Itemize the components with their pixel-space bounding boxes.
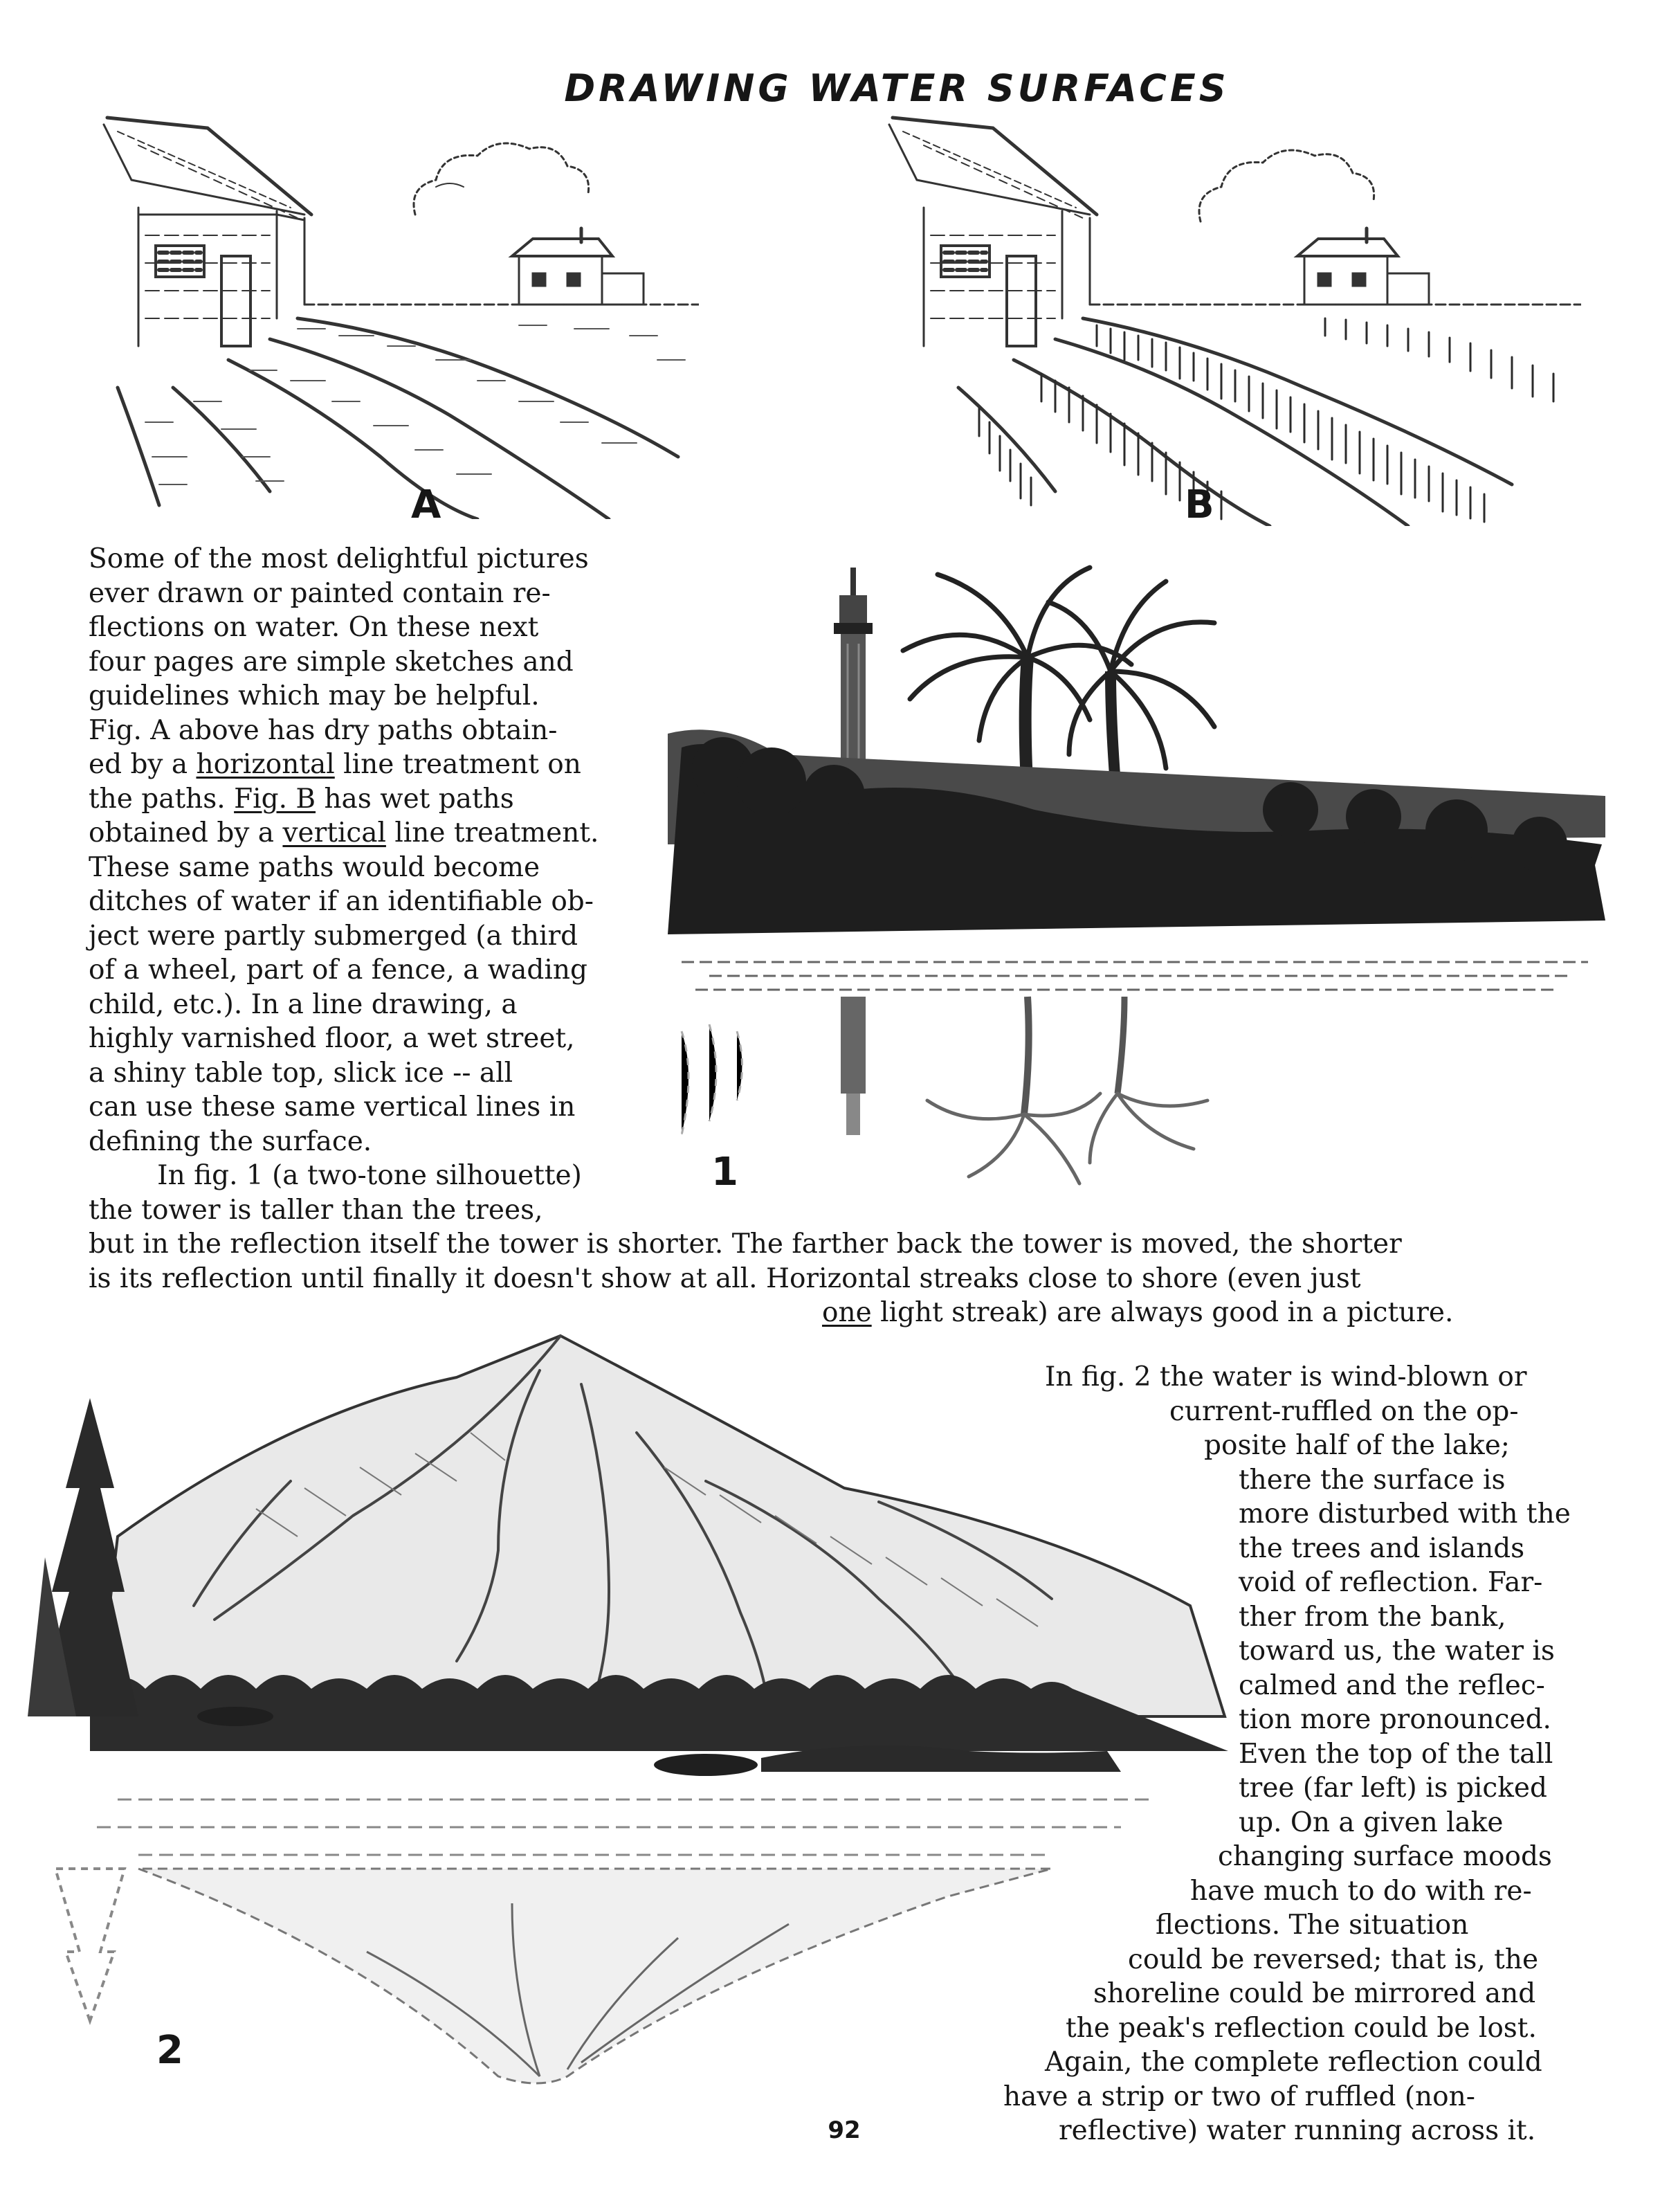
intro-line-6: Fig. A above has dry paths obtain-	[89, 714, 558, 746]
wide-line-3-post: light streak) are always good in a picture.	[871, 1297, 1454, 1328]
right-line-4: there the surface is	[1239, 1464, 1506, 1496]
right-line-1: In fig. 2 the water is wind-blown or	[1045, 1361, 1527, 1393]
right-line-15: changing surface moods	[1218, 1841, 1552, 1872]
figure-2-label: 2	[156, 2028, 183, 2073]
page-number: 92	[828, 2116, 861, 2144]
right-line-20: the peak's reflection could be lost.	[1066, 2012, 1537, 2044]
intro-line-11: ditches of water if an identifiable ob-	[89, 886, 594, 917]
right-line-22: have a strip or two of ruffled (non-	[1003, 2080, 1475, 2112]
intro-line-8-pre: the paths.	[89, 783, 235, 815]
figure-1-tower-palms-silhouette	[668, 547, 1605, 1211]
figure-a-label: A	[411, 482, 441, 527]
intro-line-7-pre: ed by a	[89, 749, 197, 780]
right-line-17: flections. The situation	[1156, 1910, 1469, 1941]
page-title: DRAWING WATER SURFACES	[564, 66, 1230, 110]
figure-1-illustration	[668, 547, 1605, 1211]
intro-line-2: ever drawn or painted contain re-	[89, 577, 551, 609]
right-line-9: toward us, the water is	[1239, 1635, 1555, 1667]
right-line-14: up. On a given lake	[1239, 1806, 1504, 1838]
intro-line-9-pre: obtained by a	[89, 817, 283, 849]
full-width-text	[89, 1227, 1453, 1330]
right-line-8: ther from the bank,	[1239, 1601, 1506, 1633]
right-line-3: posite half of the lake;	[1204, 1430, 1510, 1461]
right-line-5: more disturbed with the	[1239, 1498, 1571, 1530]
underlined-word-vertical: vertical	[282, 817, 386, 849]
wide-line-3	[89, 1296, 1453, 1330]
right-line-6: the trees and islands	[1239, 1532, 1525, 1564]
right-line-2: current-ruffled on the op-	[1169, 1395, 1519, 1427]
right-line-19: shoreline could be mirrored and	[1093, 1978, 1536, 2009]
intro-line-1: Some of the most delightful pictures	[89, 543, 589, 574]
intro-line-5: guidelines which may be helpful.	[89, 680, 540, 711]
figure-b-label: B	[1185, 482, 1214, 527]
underlined-word-horizontal: horizontal	[196, 749, 335, 780]
intro-line-17: can use these same vertical lines in	[89, 1091, 576, 1123]
figure-1-label: 1	[711, 1150, 738, 1195]
right-line-16: have much to do with re-	[1190, 1875, 1532, 1907]
figure-a-illustration	[90, 97, 699, 519]
intro-line-18: defining the surface.	[89, 1125, 372, 1157]
intro-line-7	[89, 747, 599, 782]
intro-line-4: four pages are simple sketches and	[89, 646, 574, 678]
figure-b-wet-paths-sketch	[875, 97, 1581, 526]
right-line-18: could be reversed; that is, the	[1128, 1943, 1539, 1975]
intro-line-9-post: line treatment.	[385, 817, 599, 849]
underlined-word-one: one	[822, 1297, 872, 1328]
wide-line-1: but in the reflection itself the tower is shorter. The farther back the tower is moved, the shorter	[89, 1229, 1402, 1260]
intro-line-13: of a wheel, part of a fence, a wading	[89, 954, 587, 986]
right-line-23: reflective) water running across it.	[1059, 2115, 1536, 2146]
intro-text-column	[89, 542, 599, 1227]
intro-line-7-post: line treatment on	[334, 749, 581, 780]
figure-b-illustration	[875, 97, 1581, 526]
right-line-21: Again, the complete reflection could	[1045, 2047, 1542, 2078]
intro-line-8	[89, 782, 599, 817]
intro-line-8-post: has wet paths	[316, 783, 514, 815]
right-line-12: Even the top of the tall	[1239, 1738, 1553, 1770]
wide-line-2: is its reflection until finally it doesn't show at all. Horizontal streaks close to shore (even just	[89, 1262, 1361, 1294]
intro-line-3: flections on water. On these next	[89, 612, 539, 643]
intro-line-19: In fig. 1 (a two-tone silhouette)	[89, 1160, 582, 1191]
right-line-10: calmed and the reflec-	[1239, 1669, 1545, 1701]
figure-a-dry-paths-sketch	[90, 97, 699, 519]
intro-line-15: highly varnished floor, a wet street,	[89, 1023, 575, 1054]
figure-2-caption-text	[989, 1360, 1640, 2148]
right-line-13: tree (far left) is picked	[1239, 1773, 1547, 1804]
right-line-7: void of reflection. Far-	[1239, 1567, 1543, 1598]
intro-line-16: a shiny table top, slick ice -- all	[89, 1057, 513, 1089]
intro-line-20: the tower is taller than the trees,	[89, 1194, 543, 1226]
right-line-11: tion more pronounced.	[1239, 1704, 1551, 1735]
intro-line-12: ject were partly submerged (a third	[89, 920, 578, 952]
underlined-word-fig-b: Fig. B	[234, 783, 316, 815]
intro-line-14: child, etc.). In a line drawing, a	[89, 988, 518, 1020]
intro-line-10: These same paths would become	[89, 851, 540, 883]
intro-line-9	[89, 816, 599, 851]
